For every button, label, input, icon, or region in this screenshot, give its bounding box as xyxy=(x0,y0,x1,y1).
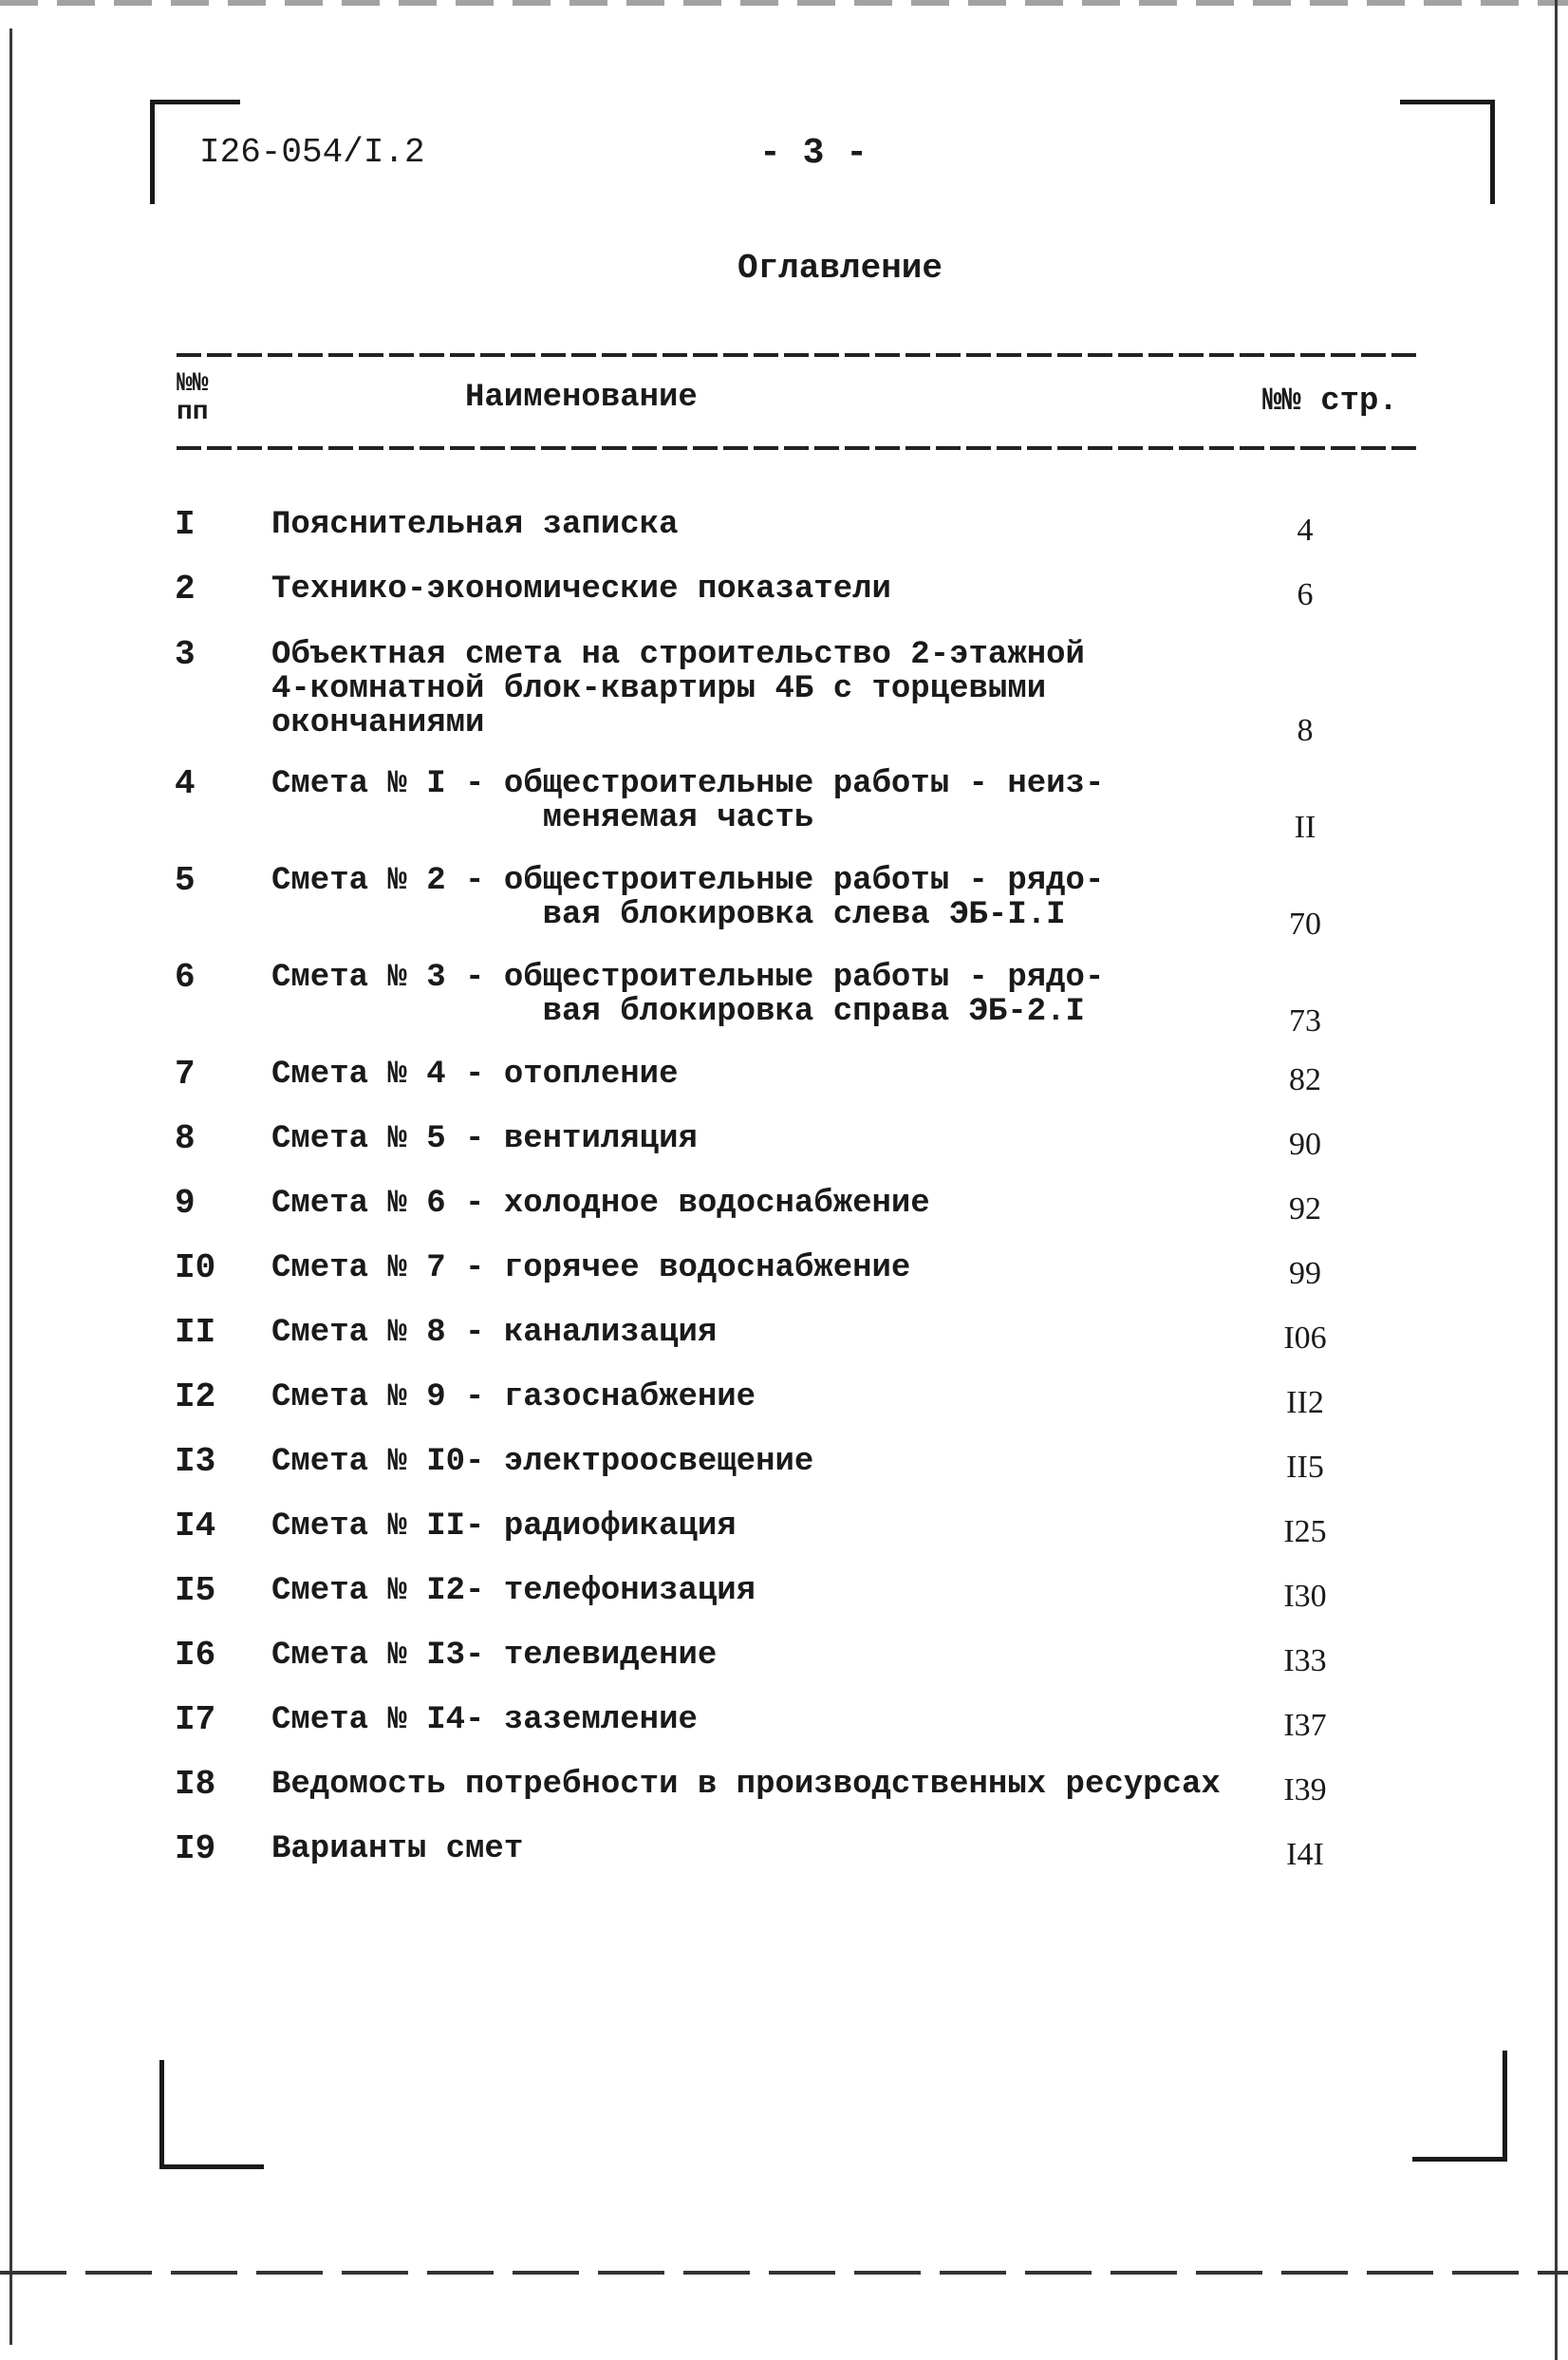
page-title: Оглавление xyxy=(737,249,943,288)
toc-row-page: 6 xyxy=(1297,577,1314,612)
toc-row-page: I25 xyxy=(1283,1514,1327,1549)
toc-row-page: I30 xyxy=(1283,1579,1327,1614)
toc-row-page: I33 xyxy=(1283,1643,1327,1678)
toc-row-page: 73 xyxy=(1289,1003,1321,1039)
document-code: I26-054/I.2 xyxy=(199,133,425,172)
table-top-rule xyxy=(177,353,1420,357)
toc-row-number: 9 xyxy=(175,1184,196,1223)
toc-row-number: 2 xyxy=(175,570,196,609)
toc-row-page: 70 xyxy=(1289,907,1321,942)
toc-row-page: II5 xyxy=(1286,1450,1324,1485)
corner-mark-top-right xyxy=(1400,100,1495,204)
toc-row-page: 82 xyxy=(1289,1062,1321,1097)
toc-row-number: I8 xyxy=(175,1765,216,1804)
toc-row-number: 3 xyxy=(175,635,196,674)
page-right-edge xyxy=(1555,0,1558,2360)
toc-row-page: I4I xyxy=(1286,1837,1324,1872)
toc-row-title: Смета № 5 - вентиляция xyxy=(271,1121,698,1157)
toc-row-title: Смета № 8 - канализация xyxy=(271,1315,718,1351)
toc-row-title: Ведомость потребности в производственных ресурсах xyxy=(271,1767,1221,1803)
toc-row-title: Пояснительная записка xyxy=(271,507,679,543)
toc-row-title: Варианты смет xyxy=(271,1831,524,1867)
corner-mark-bottom-left xyxy=(159,2060,264,2169)
toc-row-number: 7 xyxy=(175,1055,196,1094)
toc-row-number: 8 xyxy=(175,1119,196,1158)
column-header-page: №№ стр. xyxy=(1262,384,1398,420)
toc-row-page: 99 xyxy=(1289,1256,1321,1291)
toc-row-number: 6 xyxy=(175,958,196,997)
toc-row-title: Объектная смета на строительство 2-этажной 4-комнатной блок-квартиры 4Б с торцевыми окончаниями xyxy=(271,637,1085,741)
toc-row-title: Смета № 4 - отопление xyxy=(271,1057,679,1093)
toc-row-number: 5 xyxy=(175,861,196,900)
toc-row-page: I06 xyxy=(1283,1320,1327,1356)
toc-row-number: I7 xyxy=(175,1700,216,1739)
toc-row-number: I5 xyxy=(175,1571,216,1610)
toc-row-title: Смета № 2 - общестроительные работы - рядо- вая блокировка слева ЭБ-I.I xyxy=(271,863,1105,933)
toc-row-number: I0 xyxy=(175,1248,216,1287)
toc-row-number: I2 xyxy=(175,1377,216,1416)
toc-row-title: Технико-экономические показатели xyxy=(271,571,891,608)
toc-row-page: I39 xyxy=(1283,1772,1327,1807)
column-header-name: Наименование xyxy=(465,380,698,416)
toc-row-number: I9 xyxy=(175,1829,216,1868)
toc-row-title: Смета № I3- телевидение xyxy=(271,1638,718,1674)
column-header-number: №№ пп xyxy=(177,369,209,427)
toc-row-page: II xyxy=(1294,810,1316,845)
toc-row-page: 90 xyxy=(1289,1127,1321,1162)
toc-row-page: 8 xyxy=(1297,713,1314,748)
corner-mark-bottom-right xyxy=(1412,2051,1507,2162)
page-top-edge xyxy=(0,0,1568,6)
toc-row-number: I6 xyxy=(175,1636,216,1675)
toc-row-page: 92 xyxy=(1289,1191,1321,1227)
toc-row-number: 4 xyxy=(175,764,196,803)
toc-row-title: Смета № II- радиофикация xyxy=(271,1508,737,1545)
toc-row-page: 4 xyxy=(1297,513,1314,548)
toc-row-number: I3 xyxy=(175,1442,216,1481)
toc-row-title: Смета № 6 - холодное водоснабжение xyxy=(271,1186,930,1222)
toc-row-page: I37 xyxy=(1283,1708,1327,1743)
page-left-edge xyxy=(9,28,12,2345)
toc-row-title: Смета № 9 - газоснабжение xyxy=(271,1379,756,1415)
toc-row-title: Смета № I0- электроосвещение xyxy=(271,1444,814,1480)
toc-row-title: Смета № 7 - горячее водоснабжение xyxy=(271,1250,911,1286)
toc-row-number: II xyxy=(175,1313,216,1352)
toc-row-title: Смета № I2- телефонизация xyxy=(271,1573,756,1609)
toc-row-number: I xyxy=(175,505,196,544)
toc-row-title: Смета № I4- заземление xyxy=(271,1702,698,1738)
table-header-rule xyxy=(177,446,1420,450)
page-number: - 3 - xyxy=(759,133,868,174)
toc-row-title: Смета № 3 - общестроительные работы - рядо- вая блокировка справа ЭБ-2.I xyxy=(271,960,1105,1030)
page-bottom-edge xyxy=(0,2271,1568,2275)
toc-row-page: II2 xyxy=(1286,1385,1324,1420)
toc-row-number: I4 xyxy=(175,1507,216,1545)
toc-row-title: Смета № I - общестроительные работы - неиз- меняемая часть xyxy=(271,766,1105,836)
